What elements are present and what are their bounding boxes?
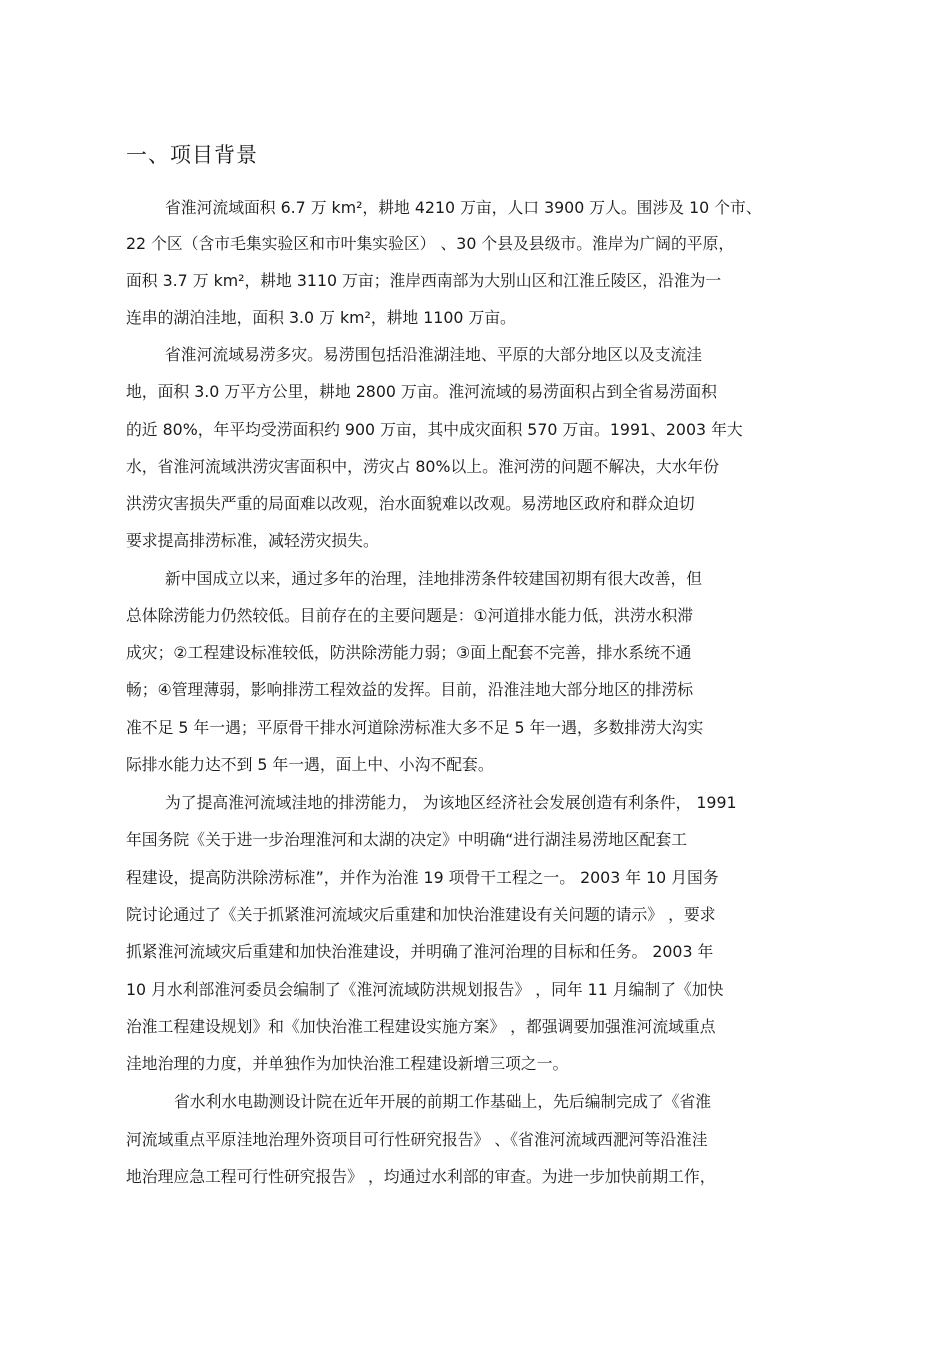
paragraph-1-line-1: 省淮河流域面积 6.7 万 km²，耕地 4210 万亩，人口 3900 万人。围涉及 10 个市、 [165, 198, 762, 217]
paragraph-4-line-7: 治淮工程建设规划》和《加快治淮工程建设实施方案》 ，都强调要加强淮河流域重点 [126, 1017, 716, 1036]
paragraph-3-line-6: 际排水能力达不到 5 年一遇，面上中、小沟不配套。 [126, 755, 494, 774]
paragraph-1-line-3: 面积 3.7 万 km²，耕地 3110 万亩；淮岸西南部为大别山区和江淮丘陵区，沿淮为一 [126, 271, 722, 290]
paragraph-5-line-3: 地治理应急工程可行性研究报告》 ，均通过水利部的审查。为进一步加快前期工作， [126, 1167, 716, 1186]
paragraph-2-line-5: 洪涝灾害损失严重的局面难以改观，治水面貌难以改观。易涝地区政府和群众迫切 [126, 494, 695, 513]
paragraph-4-line-1: 为了提高淮河流域洼地的排涝能力， 为该地区经济社会发展创造有利条件， 1991 [165, 793, 737, 812]
paragraph-4-line-8: 洼地治理的力度，并单独作为加快治淮工程建设新增三项之一。 [126, 1054, 569, 1073]
paragraph-4-line-5: 抓紧淮河流域灾后重建和加快治淮建设，并明确了淮河治理的目标和任务。 2003 年 [126, 942, 714, 961]
paragraph-5-line-1: 省水利水电勘测设计院在近年开展的前期工作基础上，先后编制完成了《省淮 [174, 1092, 712, 1111]
paragraph-4-line-3: 程建设，提高防洪除涝标准”，并作为治淮 19 项骨干工程之一。 2003 年 10 月国务 [126, 868, 719, 887]
paragraph-1-line-2: 22 个区（含市毛集实验区和市叶集实验区） 、30 个县及县级市。淮岸为广阔的平原， [126, 234, 735, 253]
paragraph-4-line-2: 年国务院《关于进一步治理淮河和太湖的决定》中明确“进行湖洼易涝地区配套工 [126, 830, 688, 849]
paragraph-3-line-2: 总体除涝能力仍然较低。目前存在的主要问题是：①河道排水能力低，洪涝水积滞 [126, 606, 694, 625]
paragraph-2-line-1: 省淮河流域易涝多灾。易涝围包括沿淮湖洼地、平原的大部分地区以及支流洼 [165, 345, 703, 364]
paragraph-1-line-4: 连串的湖泊洼地，面积 3.0 万 km²，耕地 1100 万亩。 [126, 308, 516, 327]
paragraph-3-line-5: 准不足 5 年一遇；平原骨干排水河道除涝标准大多不足 5 年一遇，多数排涝大沟实 [126, 718, 704, 737]
paragraph-3-line-1: 新中国成立以来，通过多年的治理，洼地排涝条件较建国初期有很大改善，但 [165, 569, 703, 588]
paragraph-2-line-4: 水，省淮河流域洪涝灾害面积中，涝灾占 80%以上。淮河涝的问题不解决，大水年份 [126, 457, 720, 476]
paragraph-2-line-6: 要求提高排涝标准，减轻涝灾损失。 [126, 531, 379, 550]
paragraph-2-line-3: 的近 80%，年平均受涝面积约 900 万亩，其中成灾面积 570 万亩。1991、2003 年大 [126, 420, 743, 439]
paragraph-4-line-4: 院讨论通过了《关于抓紧淮河流域灾后重建和加快治淮建设有关问题的请示》 ，要求 [126, 905, 716, 924]
paragraph-5-line-2: 河流域重点平原洼地治理外资项目可行性研究报告》 、《省淮河流域西淝河等沿淮洼 [126, 1130, 708, 1149]
paragraph-3-line-4: 畅；④管理薄弱，影响排涝工程效益的发挥。目前，沿淮洼地大部分地区的排涝标 [126, 680, 694, 699]
paragraph-2-line-2: 地，面积 3.0 万平方公里，耕地 2800 万亩。淮河流域的易涝面积占到全省易涝面积 [126, 382, 717, 401]
paragraph-4-line-6: 10 月水利部淮河委员会编制了《淮河流域防洪规划报告》 ，同年 11 月编制了《加快 [126, 980, 724, 999]
paragraph-3-line-3: 成灾；②工程建设标准较低，防洪除涝能力弱；③面上配套不完善，排水系统不通 [126, 643, 692, 662]
section-heading: 一、项目背景 [126, 143, 258, 167]
